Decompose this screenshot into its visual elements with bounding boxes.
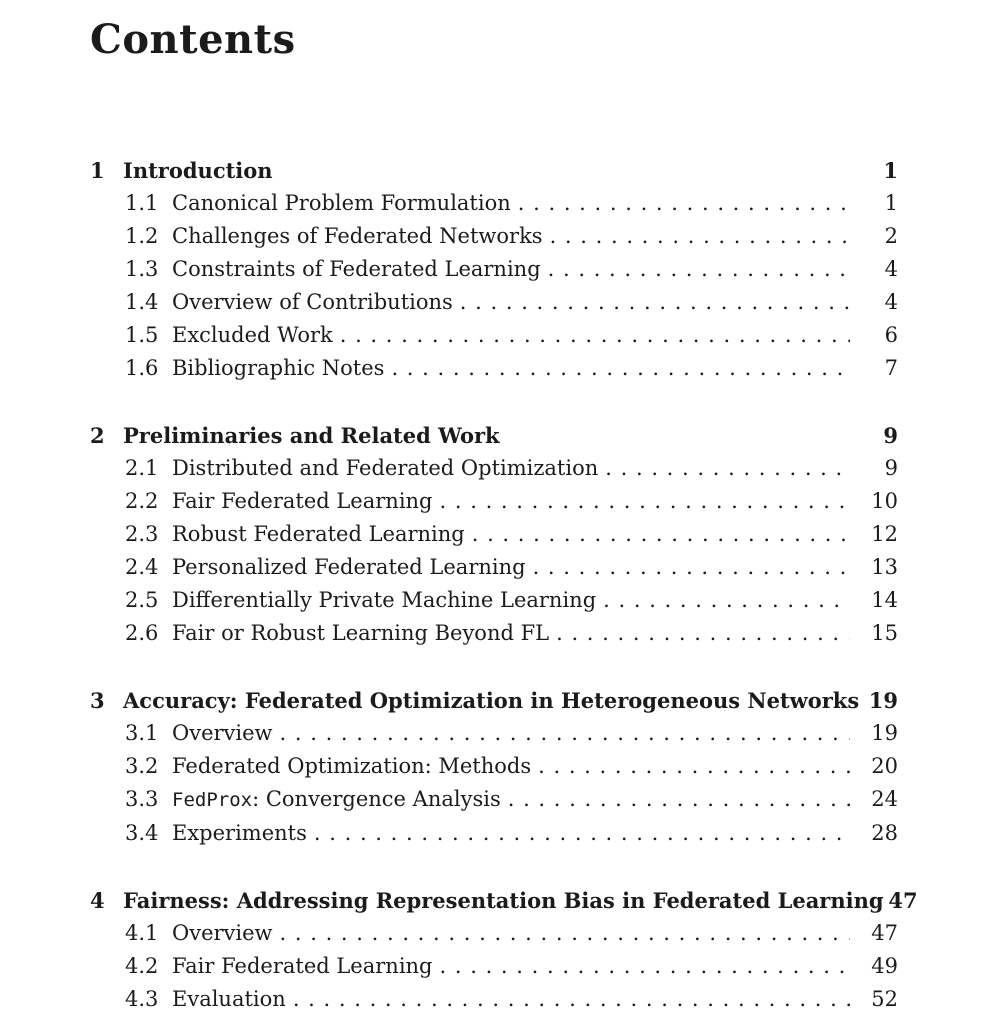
chapter-sections [90, 917, 898, 1016]
dot-leader [280, 717, 850, 750]
chapter-title: Introduction [123, 158, 273, 183]
section-number: 4.1 [125, 921, 159, 945]
section-page-number: 20 [871, 754, 898, 778]
dot-leader [508, 783, 850, 816]
section-title-text: Canonical Problem Formulation [172, 191, 511, 215]
section-title-text: Challenges of Federated Networks [172, 224, 543, 248]
section-title [172, 817, 307, 850]
chapter-title: Accuracy: Federated Optimization in Heterogeneous Networks [123, 688, 860, 713]
dot-leader [518, 187, 850, 220]
section-page-number: 49 [871, 954, 898, 978]
section-title [172, 983, 286, 1016]
section-title-text: Fair Federated Learning [172, 954, 433, 978]
section-number: 2.3 [125, 522, 159, 546]
section-title-text: Robust Federated Learning [172, 522, 465, 546]
section-title [172, 750, 531, 783]
section-page-number: 12 [871, 522, 898, 546]
table-of-contents [90, 154, 918, 1016]
toc-chapter [90, 884, 918, 1016]
dot-leader [538, 750, 850, 783]
section-title [172, 917, 273, 950]
section-title [172, 783, 501, 817]
dot-leader [340, 319, 850, 352]
toc-section-entry[interactable] [90, 950, 898, 983]
section-number: 2.4 [125, 555, 159, 579]
chapter-page-number: 19 [868, 688, 898, 713]
chapter-title: Fairness: Addressing Representation Bias in Federated Learning [123, 888, 884, 913]
section-page-number: 4 [884, 290, 898, 314]
toc-section-entry[interactable] [90, 750, 898, 783]
section-page-number: 9 [884, 456, 898, 480]
section-number: 2.5 [125, 588, 159, 612]
chapter-page-number: 1 [883, 158, 898, 183]
section-page-number: 10 [871, 489, 898, 513]
section-number: 1.4 [125, 290, 159, 314]
section-title [172, 352, 384, 385]
dot-leader [472, 518, 850, 551]
toc-section-entry[interactable] [90, 352, 898, 385]
section-title-text: Fair Federated Learning [172, 489, 433, 513]
section-title-text: Overview [172, 721, 273, 745]
toc-section-entry[interactable] [90, 253, 898, 286]
section-title-text: Overview of Contributions [172, 290, 453, 314]
section-number: 1.1 [125, 191, 159, 215]
section-title-text: Distributed and Federated Optimization [172, 456, 599, 480]
toc-section-entry[interactable] [90, 187, 898, 220]
section-title [172, 452, 598, 485]
toc-section-entry[interactable] [90, 551, 898, 584]
toc-chapter-entry[interactable] [90, 154, 898, 187]
section-page-number: 14 [871, 588, 898, 612]
section-title-text: Personalized Federated Learning [172, 555, 526, 579]
section-title [172, 187, 511, 220]
toc-section-entry[interactable] [90, 783, 898, 817]
chapter-number: 2 [90, 423, 105, 448]
section-title-text: Fair or Robust Learning Beyond FL [172, 621, 550, 645]
dot-leader [548, 253, 850, 286]
section-page-number: 15 [871, 621, 898, 645]
section-title [172, 950, 433, 983]
toc-chapter-entry[interactable] [90, 684, 898, 717]
chapter-sections [90, 717, 898, 850]
dot-leader [440, 950, 850, 983]
toc-section-entry[interactable] [90, 220, 898, 253]
section-page-number: 7 [884, 356, 898, 380]
section-number: 3.4 [125, 821, 159, 845]
toc-chapter [90, 684, 898, 850]
section-number: 1.5 [125, 323, 159, 347]
section-page-number: 2 [884, 224, 898, 248]
toc-section-entry[interactable] [90, 617, 898, 650]
dot-leader [556, 617, 850, 650]
chapter-title: Preliminaries and Related Work [123, 423, 500, 448]
toc-chapter [90, 419, 898, 650]
toc-section-entry[interactable] [90, 485, 898, 518]
toc-section-entry[interactable] [90, 452, 898, 485]
section-title-text: : Convergence Analysis [252, 787, 501, 811]
section-title-mono: FedProx [172, 789, 253, 811]
toc-section-entry[interactable] [90, 584, 898, 617]
dot-leader [391, 352, 850, 385]
chapter-number: 4 [90, 888, 105, 913]
toc-section-entry[interactable] [90, 518, 898, 551]
section-title [172, 551, 526, 584]
section-page-number: 47 [871, 921, 898, 945]
section-title-text: Federated Optimization: Methods [172, 754, 532, 778]
dot-leader [460, 286, 850, 319]
page-title: Contents [90, 16, 296, 63]
section-title [172, 220, 543, 253]
section-number: 2.1 [125, 456, 159, 480]
dot-leader [605, 452, 850, 485]
section-title [172, 584, 596, 617]
section-number: 3.1 [125, 721, 159, 745]
section-title [172, 518, 465, 551]
toc-chapter-entry[interactable] [90, 884, 918, 917]
section-number: 3.2 [125, 754, 159, 778]
section-number: 2.6 [125, 621, 159, 645]
section-title [172, 319, 333, 352]
toc-chapter [90, 154, 898, 385]
chapter-number: 1 [90, 158, 105, 183]
dot-leader [293, 983, 850, 1016]
chapter-sections [90, 187, 898, 385]
dot-leader [440, 485, 850, 518]
section-title [172, 286, 453, 319]
chapter-page-number: 47 [888, 888, 918, 913]
section-number: 3.3 [125, 787, 159, 811]
section-title [172, 717, 273, 750]
dot-leader [533, 551, 850, 584]
section-title-text: Excluded Work [172, 323, 333, 347]
section-number: 1.6 [125, 356, 159, 380]
section-number: 4.2 [125, 954, 159, 978]
dot-leader [550, 220, 850, 253]
section-page-number: 1 [884, 191, 898, 215]
section-title [172, 253, 541, 286]
toc-section-entry[interactable] [90, 717, 898, 750]
section-title-text: Evaluation [172, 987, 286, 1011]
section-title-text: Constraints of Federated Learning [172, 257, 541, 281]
section-page-number: 13 [871, 555, 898, 579]
section-title-text: Experiments [172, 821, 307, 845]
section-number: 1.2 [125, 224, 159, 248]
section-title [172, 485, 433, 518]
section-number: 1.3 [125, 257, 159, 281]
section-page-number: 24 [871, 787, 898, 811]
toc-section-entry[interactable] [90, 319, 898, 352]
section-page-number: 28 [871, 821, 898, 845]
toc-section-entry[interactable] [90, 817, 898, 850]
chapter-number: 3 [90, 688, 105, 713]
section-number: 2.2 [125, 489, 159, 513]
chapter-page-number: 9 [883, 423, 898, 448]
section-number: 4.3 [125, 987, 159, 1011]
section-title-text: Bibliographic Notes [172, 356, 385, 380]
chapter-sections [90, 452, 898, 650]
section-title-text: Overview [172, 921, 273, 945]
section-page-number: 19 [871, 721, 898, 745]
toc-section-entry[interactable] [90, 917, 898, 950]
dot-leader [280, 917, 850, 950]
toc-section-entry[interactable] [90, 983, 898, 1016]
toc-section-entry[interactable] [90, 286, 898, 319]
dot-leader [314, 817, 850, 850]
section-page-number: 4 [884, 257, 898, 281]
toc-chapter-entry[interactable] [90, 419, 898, 452]
section-page-number: 6 [884, 323, 898, 347]
section-page-number: 52 [871, 987, 898, 1011]
section-title [172, 617, 549, 650]
dot-leader [603, 584, 850, 617]
section-title-text: Differentially Private Machine Learning [172, 588, 597, 612]
